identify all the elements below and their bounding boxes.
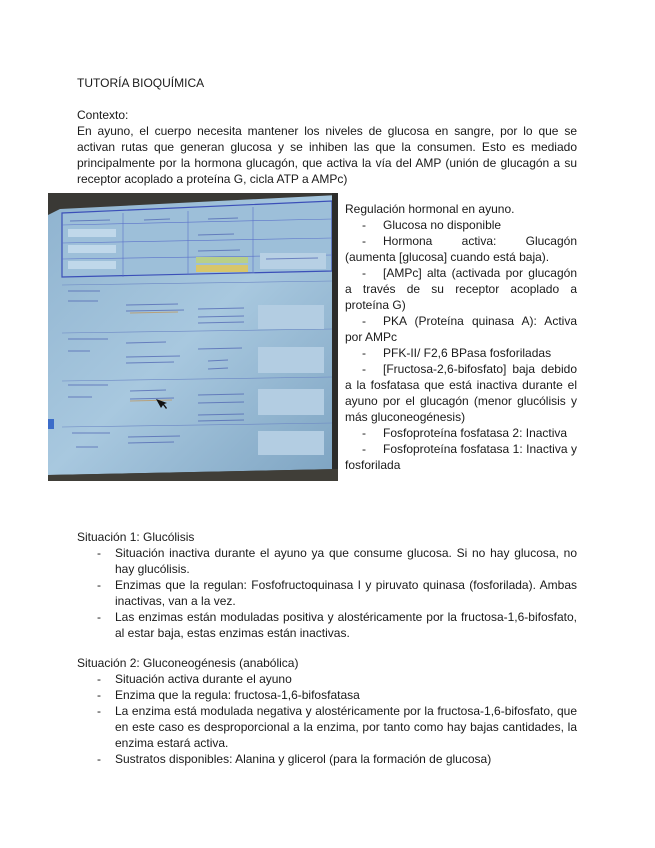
list-item: - Hormona activa: Glucagón (aumenta [glucosa] cuando está baja).	[345, 234, 577, 264]
context-label: Contexto:	[77, 108, 129, 122]
situation-1-section	[77, 529, 577, 641]
list-item: - Fosfoproteína fosfatasa 1: Inactiva y fosforilada	[345, 442, 577, 472]
projector-photo	[48, 193, 338, 481]
situation-1-list	[77, 545, 577, 641]
list-item: - [AMPc] alta (activada por glucagón a través de su receptor acoplado a proteína G)	[345, 266, 577, 312]
list-item: - La enzima está modulada negativa y alostéricamente por la fructosa-1,6-bifosfato, que en este caso es desproporcional a la enzima, por tanto como hay bajas cantidades, la enzima estará activa.	[77, 703, 577, 751]
regulation-list	[345, 217, 577, 473]
context-paragraph: En ayuno, el cuerpo necesita mantener los niveles de glucosa en sangre, por lo que se activan rutas que generan glucosa y se inhiben las que la consumen. Esto es mediado principalmente por la hormona glucagón, que activa la vía del AMP (unión de glucagón a su receptor acoplado a proteína G, cicla ATP a AMPc)	[77, 124, 577, 186]
list-item: - Las enzimas están moduladas positiva y alostéricamente por la fructosa-1,6-bifosfato, al estar baja, estas enzimas están inactivas.	[77, 609, 577, 641]
hormonal-regulation-section	[345, 201, 577, 473]
list-item: - Sustratos disponibles: Alanina y glicerol (para la formación de glucosa)	[77, 751, 577, 767]
list-item: - [Fructosa-2,6-bifosfato] baja debido a la fosfatasa que está inactiva durante el ayuno por el glucagón (menor glucólisis y más gluconeogénesis)	[345, 362, 577, 424]
situation-2-section	[77, 655, 577, 767]
projector-photo-image	[48, 193, 338, 481]
list-item: - Glucosa no disponible	[362, 218, 502, 232]
list-item: - Enzima que la regula: fructosa-1,6-bifosfatasa	[77, 687, 577, 703]
section-heading: Situación 1: Glucólisis	[77, 530, 195, 544]
document-title: TUTORÍA BIOQUÍMICA	[77, 76, 205, 90]
list-item: - PKA (Proteína quinasa A): Activa por AMPc	[345, 314, 577, 344]
list-item: - Enzimas que la regulan: Fosfofructoquinasa I y piruvato quinasa (fosforilada). Ambas inactivas, van a la vez.	[77, 577, 577, 609]
list-item: - Situación inactiva durante el ayuno ya que consume glucosa. Si no hay glucosa, no hay glucólisis.	[77, 545, 577, 577]
list-item: - Fosfoproteína fosfatasa 2: Inactiva	[362, 426, 568, 440]
list-item: - PFK-II/ F2,6 BPasa fosforiladas	[362, 346, 552, 360]
section-heading: Situación 2: Gluconeogénesis (anabólica)	[77, 656, 299, 670]
situation-2-list	[77, 671, 577, 767]
section-heading: Regulación hormonal en ayuno.	[345, 202, 515, 216]
list-item: - Situación activa durante el ayuno	[77, 671, 577, 687]
